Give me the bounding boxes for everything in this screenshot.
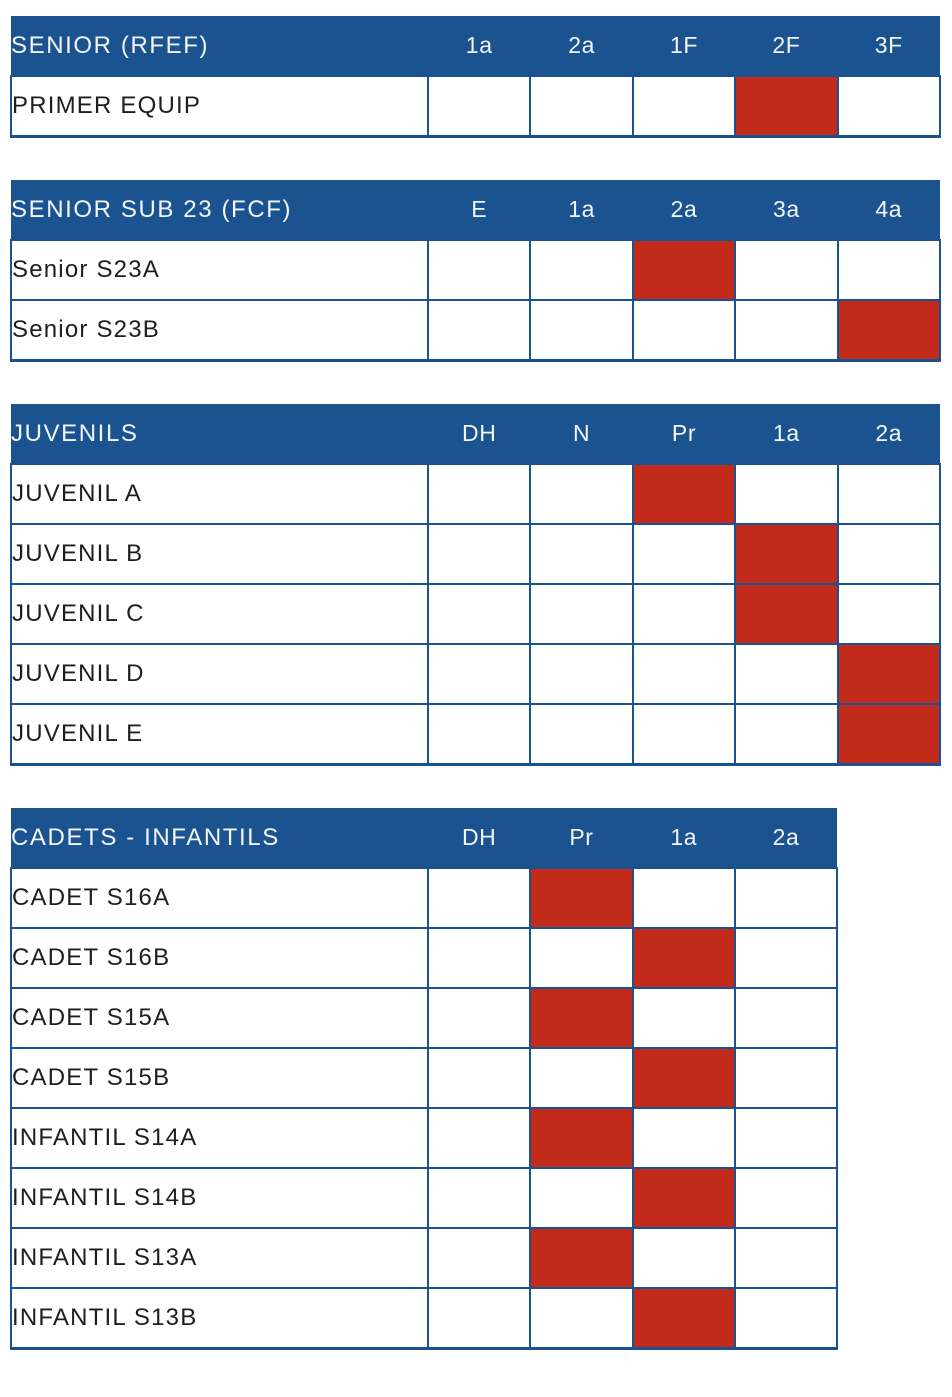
table-title: JUVENILS	[11, 404, 428, 464]
team-label: CADET S16A	[11, 868, 428, 928]
level-cell-1a	[633, 1228, 735, 1288]
team-row	[11, 1048, 837, 1108]
team-label: CADET S15A	[11, 988, 428, 1048]
column-header-1F: 1F	[633, 16, 735, 76]
level-cell-Pr	[530, 928, 632, 988]
column-header-Pr: Pr	[530, 808, 632, 868]
level-cell-1a	[428, 76, 530, 137]
team-row	[11, 240, 940, 300]
table-title: SENIOR (RFEF)	[11, 16, 428, 76]
team-row	[11, 1168, 837, 1228]
column-header-E: E	[428, 180, 530, 240]
level-cell-Pr	[633, 584, 735, 644]
team-row	[11, 988, 837, 1048]
level-cell-N	[530, 704, 632, 765]
level-cell-Pr-selected	[633, 464, 735, 524]
team-row	[11, 644, 940, 704]
team-label: INFANTIL S14A	[11, 1108, 428, 1168]
level-cell-2a	[735, 868, 837, 928]
level-cell-2a	[735, 1288, 837, 1349]
level-cell-Pr	[633, 524, 735, 584]
team-row	[11, 1288, 837, 1349]
level-cell-1a-selected	[633, 1048, 735, 1108]
team-label: Senior S23A	[11, 240, 428, 300]
level-cell-2a-selected	[838, 644, 940, 704]
team-row	[11, 76, 940, 137]
table-title: SENIOR SUB 23 (FCF)	[11, 180, 428, 240]
team-label: PRIMER EQUIP	[11, 76, 428, 137]
team-label: JUVENIL C	[11, 584, 428, 644]
team-label: CADET S16B	[11, 928, 428, 988]
team-label: JUVENIL E	[11, 704, 428, 765]
team-label: JUVENIL D	[11, 644, 428, 704]
team-label: INFANTIL S13B	[11, 1288, 428, 1349]
level-cell-1a-selected	[633, 1168, 735, 1228]
level-cell-E	[428, 300, 530, 361]
column-header-N: N	[530, 404, 632, 464]
level-cell-N	[530, 464, 632, 524]
team-row	[11, 464, 940, 524]
level-cell-Pr-selected	[530, 1228, 632, 1288]
team-label: JUVENIL B	[11, 524, 428, 584]
header-row	[11, 808, 837, 868]
level-cell-DH	[428, 524, 530, 584]
column-header-1a: 1a	[735, 404, 837, 464]
level-cell-2a-selected	[633, 240, 735, 300]
category-table	[10, 16, 941, 138]
column-header-Pr: Pr	[633, 404, 735, 464]
table-title: CADETS - INFANTILS	[11, 808, 428, 868]
level-cell-N	[530, 584, 632, 644]
level-cell-2a	[735, 988, 837, 1048]
level-cell-1a	[735, 464, 837, 524]
level-cell-2a	[735, 1168, 837, 1228]
team-row	[11, 584, 940, 644]
team-row	[11, 704, 940, 765]
column-header-2a: 2a	[735, 808, 837, 868]
level-cell-DH	[428, 1288, 530, 1349]
category-table	[10, 404, 941, 766]
level-cell-DH	[428, 644, 530, 704]
column-header-2F: 2F	[735, 16, 837, 76]
team-row	[11, 928, 837, 988]
level-cell-1a	[633, 1108, 735, 1168]
level-cell-1a-selected	[633, 1288, 735, 1349]
level-cell-1a-selected	[735, 524, 837, 584]
level-cell-1a-selected	[633, 928, 735, 988]
column-header-3F: 3F	[838, 16, 940, 76]
level-cell-DH	[428, 1168, 530, 1228]
level-cell-3a	[735, 300, 837, 361]
level-cell-2a	[838, 584, 940, 644]
level-cell-2a	[735, 1228, 837, 1288]
level-cell-1a	[735, 704, 837, 765]
level-cell-DH	[428, 1108, 530, 1168]
column-header-DH: DH	[428, 808, 530, 868]
level-cell-2a-selected	[838, 704, 940, 765]
level-cell-2a	[633, 300, 735, 361]
level-cell-DH	[428, 1228, 530, 1288]
level-cell-2F-selected	[735, 76, 837, 137]
level-cell-4a-selected	[838, 300, 940, 361]
category-table	[10, 180, 941, 362]
team-label: Senior S23B	[11, 300, 428, 361]
level-cell-1a	[633, 988, 735, 1048]
level-cell-Pr	[633, 704, 735, 765]
team-row	[11, 1108, 837, 1168]
table-senior-sub23-fcf	[10, 180, 941, 362]
level-cell-Pr-selected	[530, 1108, 632, 1168]
level-cell-E	[428, 240, 530, 300]
table-senior-rfef	[10, 16, 941, 138]
column-header-2a: 2a	[530, 16, 632, 76]
team-row	[11, 1228, 837, 1288]
table-cadets-infantils	[10, 808, 941, 1350]
level-cell-DH	[428, 988, 530, 1048]
level-cell-N	[530, 644, 632, 704]
column-header-1a: 1a	[530, 180, 632, 240]
level-cell-2a	[838, 524, 940, 584]
level-cell-3a	[735, 240, 837, 300]
level-cell-2a	[735, 1108, 837, 1168]
level-cell-DH	[428, 584, 530, 644]
column-header-4a: 4a	[838, 180, 940, 240]
table-juvenils	[10, 404, 941, 766]
level-cell-Pr	[530, 1168, 632, 1228]
level-cell-Pr	[530, 1048, 632, 1108]
level-cell-DH	[428, 704, 530, 765]
team-label: INFANTIL S13A	[11, 1228, 428, 1288]
header-row	[11, 180, 940, 240]
level-cell-1a-selected	[735, 584, 837, 644]
level-cell-1a	[633, 868, 735, 928]
team-label: INFANTIL S14B	[11, 1168, 428, 1228]
level-cell-Pr-selected	[530, 868, 632, 928]
column-header-2a: 2a	[633, 180, 735, 240]
level-cell-DH	[428, 868, 530, 928]
level-cell-2a	[735, 1048, 837, 1108]
level-cell-DH	[428, 464, 530, 524]
column-header-2a: 2a	[838, 404, 940, 464]
team-row	[11, 524, 940, 584]
level-cell-4a	[838, 240, 940, 300]
column-header-1a: 1a	[633, 808, 735, 868]
column-header-3a: 3a	[735, 180, 837, 240]
level-cell-Pr	[633, 644, 735, 704]
level-cell-1a	[530, 300, 632, 361]
level-cell-1F	[633, 76, 735, 137]
column-header-1a: 1a	[428, 16, 530, 76]
column-header-DH: DH	[428, 404, 530, 464]
header-row	[11, 404, 940, 464]
level-cell-2a	[530, 76, 632, 137]
team-label: CADET S15B	[11, 1048, 428, 1108]
level-cell-DH	[428, 1048, 530, 1108]
level-cell-DH	[428, 928, 530, 988]
level-cell-N	[530, 524, 632, 584]
level-cell-Pr	[530, 1288, 632, 1349]
level-cell-2a	[838, 464, 940, 524]
level-cell-3F	[838, 76, 940, 137]
level-cell-1a	[735, 644, 837, 704]
category-table	[10, 808, 838, 1350]
team-row	[11, 300, 940, 361]
team-row	[11, 868, 837, 928]
level-cell-Pr-selected	[530, 988, 632, 1048]
level-cell-1a	[530, 240, 632, 300]
team-label: JUVENIL A	[11, 464, 428, 524]
level-cell-2a	[735, 928, 837, 988]
header-row	[11, 16, 940, 76]
